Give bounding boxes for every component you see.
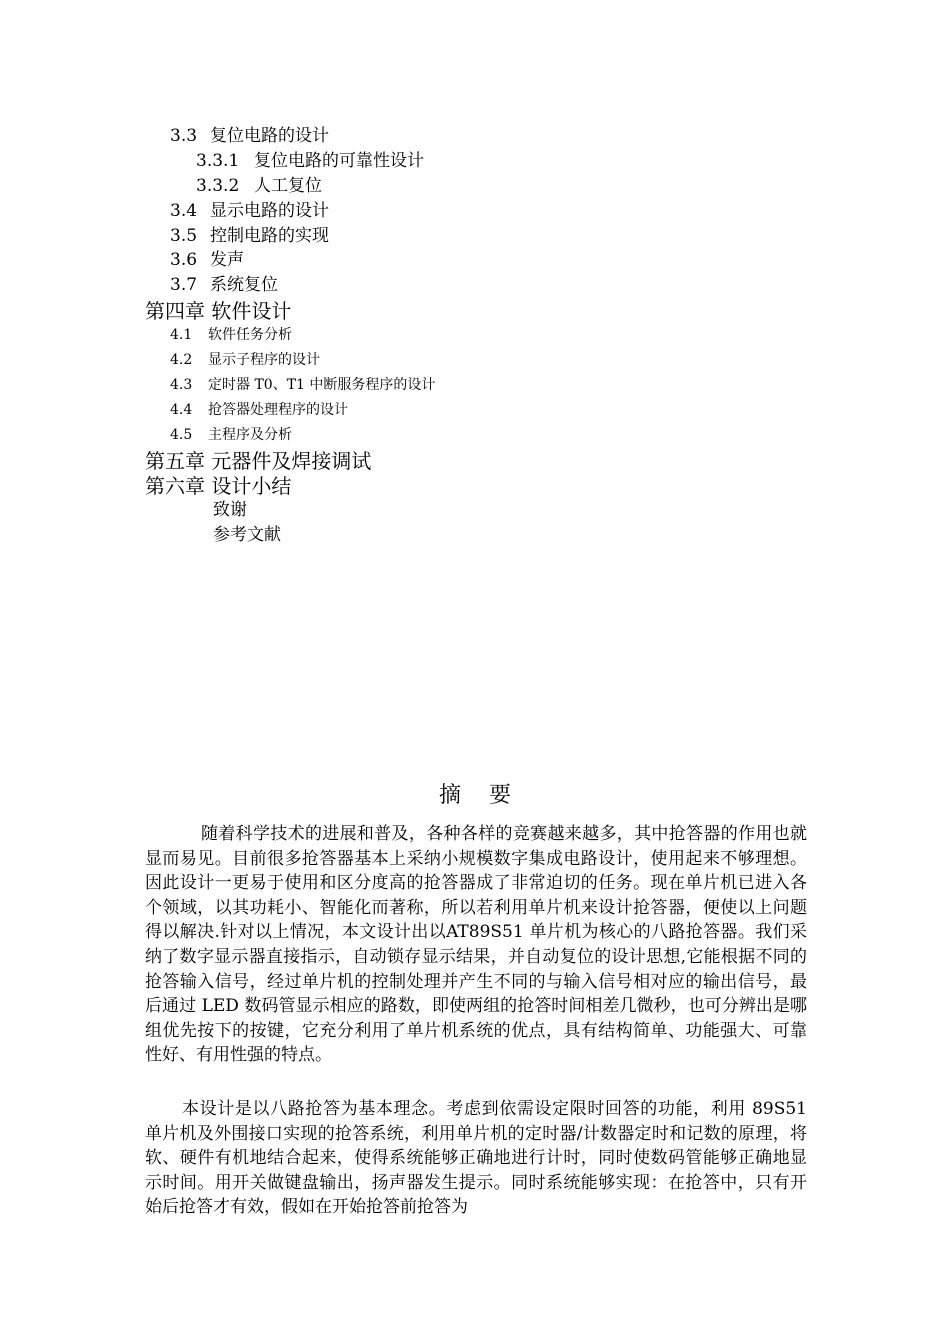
toc-title: 显示子程序的设计: [208, 352, 320, 368]
toc-item-3-6: [170, 252, 244, 269]
toc-number: 3.7: [170, 275, 198, 295]
toc-title: 主程序及分析: [208, 427, 292, 443]
toc-chapter-4: 第四章 软件设计: [145, 299, 292, 323]
toc-title: 定时器 T0、T1 中断服务程序的设计: [208, 377, 436, 393]
toc-item-3-3-2: [196, 178, 322, 195]
toc-title: 复位电路的设计: [210, 126, 329, 146]
toc-number: 4.5: [170, 427, 193, 443]
toc-number: 4.1: [170, 327, 193, 343]
toc-title: 人工复位: [254, 176, 322, 196]
toc-title: 软件任务分析: [208, 327, 292, 343]
toc-item-4-4: [170, 403, 348, 417]
toc-item-4-5: [170, 428, 292, 442]
toc-number: 4.2: [170, 352, 193, 368]
toc-number: 3.3: [170, 126, 198, 146]
toc-number: 3.5: [170, 226, 198, 246]
toc-item-3-4: [170, 203, 329, 220]
toc-chapter-5: 第五章 元器件及焊接调试: [145, 449, 372, 473]
toc-number: 3.4: [170, 201, 198, 221]
toc-number: 3.3.2: [196, 176, 240, 196]
toc-number: 4.4: [170, 402, 193, 418]
toc-title: 抢答器处理程序的设计: [208, 402, 348, 418]
abstract-paragraph-1: 随着科学技术的进展和普及，各种各样的竞赛越来越多，其中抢答器的作用也就显而易见。目前很多抢答器基本上采纳小规模数字集成电路设计，使用起来不够理想。因此设计一更易于使用和区分度高的抢答器成了非常迫切的任务。现在单片机已进入各个领域，以其功耗小、智能化而著称，所以若利用单片机来设计抢答器，便使以上问题得以解决.针对以上情况，本文设计出以AT89S51 单片机为核心的八路抢答器。我们采纳了数字显示器直接指示，自动锁存显示结果，并自动复位的设计思想,它能根据不同的抢答输入信号，经过单片机的控制处理并产生不同的与输入信号相对应的输出信号，最后通过 LED 数码管显示相应的路数，即使两组的抢答时间相差几微秒，也可分辨出是哪组优先按下的按键，它充分利用了单片机系统的优点，具有结构简单、功能强大、可靠性好、有用性强的特点。: [145, 824, 807, 1066]
toc-title: 控制电路的实现: [210, 226, 329, 246]
toc-item-3-5: [170, 228, 329, 245]
abstract-title: 摘 要: [439, 783, 511, 808]
toc-item-4-2: [170, 353, 320, 367]
toc-item-3-3: [170, 128, 329, 145]
toc-references: 参考文献: [213, 525, 281, 545]
toc-item-3-7: [170, 277, 278, 294]
toc-title: 显示电路的设计: [210, 201, 329, 221]
toc-chapter-6: 第六章 设计小结: [145, 474, 292, 498]
toc-title: 复位电路的可靠性设计: [254, 151, 424, 171]
toc-item-4-3: [170, 378, 435, 392]
toc-item-4-1: [170, 328, 292, 342]
toc-number: 4.3: [170, 377, 193, 393]
abstract-paragraph-2: 本设计是以八路抢答为基本理念。考虑到依需设定限时回答的功能，利用 89S51 单片机及外围接口实现的抢答系统，利用单片机的定时器/计数器定时和记数的原理，将软、硬件有机地结合起来，使得系统能够正确地进行计时，同时使数码管能够正确地显示时间。用开关做键盘输出，扬声器发生提示。同时系统能够实现：在抢答中，只有开始后抢答才有效，假如在开始抢答前抢答为: [145, 1099, 807, 1218]
toc-item-3-3-1: [196, 153, 424, 170]
toc-acknowledgements: 致谢: [213, 500, 247, 520]
toc-number: 3.3.1: [196, 151, 240, 171]
toc-number: 3.6: [170, 250, 198, 270]
toc-title: 发声: [210, 250, 244, 270]
toc-title: 系统复位: [210, 275, 278, 295]
